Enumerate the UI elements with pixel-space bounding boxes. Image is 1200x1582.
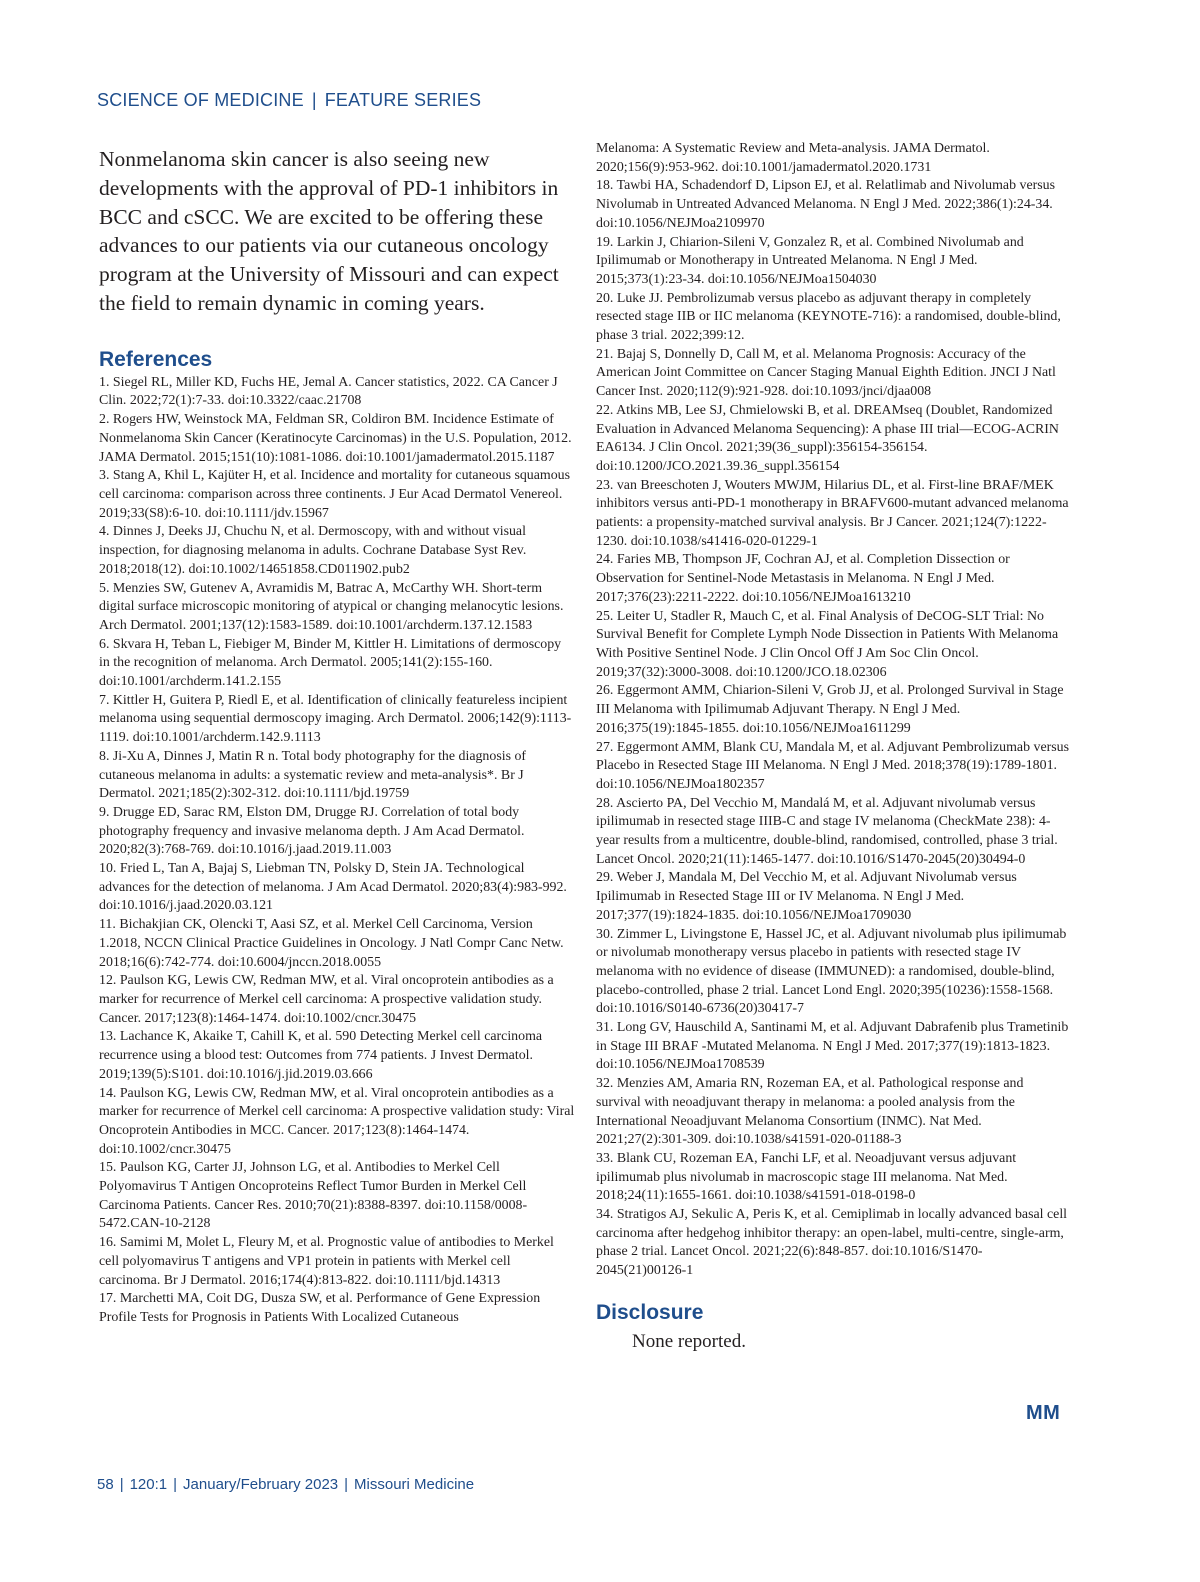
footer-page-number: 58 <box>97 1476 114 1493</box>
reference-item: 22. Atkins MB, Lee SJ, Chmielowski B, et al. DREAMseq (Doublet, Randomized Evaluation in Advanced Melanoma Sequencing): A phase III trial—ECOG-ACRIN EA6134. J Clin Oncol. 2021;39(36_suppl):356154-356154. doi:10.1200/JCO.2021.39.36_suppl.356154 <box>596 402 1059 474</box>
reference-item: 15. Paulson KG, Carter JJ, Johnson LG, et al. Antibodies to Merkel Cell Polyomavirus T Antigen Oncoproteins Reflect Tumor Burden in Merkel Cell Carcinoma Patients. Cancer Res. 2010;70(21):8388-8397. doi:10.1158/0008-5472.CAN-10-2128 <box>99 1160 528 1232</box>
references-list-left <box>99 374 575 1328</box>
reference-item: 25. Leiter U, Stadler R, Mauch C, et al. Final Analysis of DeCOG-SLT Trial: No Survival Benefit for Complete Lymph Node Dissection in Patients With Melanoma With Positive Sentinel Node. J Clin Oncol Off J Am Soc Clin Oncol. 2019;37(32):3000-3008. doi:10.1200/JCO.18.02306 <box>596 608 1059 680</box>
reference-item: Melanoma: A Systematic Review and Meta-analysis. JAMA Dermatol. 2020;156(9):953-962. doi:10.1001/jamadermatol.2020.1731 <box>596 141 990 175</box>
reference-item: 5. Menzies SW, Gutenev A, Avramidis M, Batrac A, McCarthy WH. Short-term digital surface microscopic monitoring of atypical or changing melanocytic lesions. Arch Dermatol. 2001;137(12):1583-1589. doi:10.1001/archderm.137.12.1583 <box>99 580 564 633</box>
intro-paragraph: Nonmelanoma skin cancer is also seeing new developments with the approval of PD-1 inhibitors in BCC and cSCC. We are excited to be offering these advances to our patients via our cutaneous oncology program at the University of Missouri and can expect the field to remain dynamic in coming years. <box>99 147 559 315</box>
footer-separator: | <box>173 1476 178 1493</box>
reference-item: 27. Eggermont AMM, Blank CU, Mandala M, et al. Adjuvant Pembrolizumab versus Placebo in Resected Stage III Melanoma. N Engl J Med. 2018;378(19):1789-1801. doi:10.1056/NEJMoa1802357 <box>596 739 1069 792</box>
reference-item: 14. Paulson KG, Lewis CW, Redman MW, et al. Viral oncoprotein antibodies as a marker for recurrence of Merkel cell carcinoma: A prospective validation study: Viral Oncoprotein Antibodies in MCC. Cancer. 2017;123(8):1464-1474. doi:10.1002/cncr.30475 <box>99 1085 575 1157</box>
reference-item: 13. Lachance K, Akaike T, Cahill K, et al. 590 Detecting Merkel cell carcinoma recurrence using a blood test: Outcomes from 774 patients. J Invest Dermatol. 2019;139(5):S101. doi:10.1016/j.jid.2019.03.666 <box>99 1029 543 1082</box>
reference-item: 11. Bichakjian CK, Olencki T, Aasi SZ, et al. Merkel Cell Carcinoma, Version 1.2018, NCCN Clinical Practice Guidelines in Oncology. J Natl Compr Canc Netw. 2018;16(6):742-774. doi:10.6004/jnccn.2018.0055 <box>99 917 564 970</box>
reference-item: 29. Weber J, Mandala M, Del Vecchio M, et al. Adjuvant Nivolumab versus Ipilimumab in Resected Stage III or IV Melanoma. N Engl J Med. 2017;377(19):1824-1835. doi:10.1056/NEJMoa1709030 <box>596 870 1017 923</box>
footer-journal: Missouri Medicine <box>354 1476 475 1493</box>
reference-item: 18. Tawbi HA, Schadendorf D, Lipson EJ, et al. Relatlimab and Nivolumab versus Nivolumab in Untreated Advanced Melanoma. N Engl J Med. 2022;386(1):24-34. doi:10.1056/NEJMoa2109970 <box>596 178 1056 231</box>
footer-separator: | <box>119 1476 124 1493</box>
footer-issue: 120:1 <box>129 1476 168 1493</box>
reference-item: 9. Drugge ED, Sarac RM, Elston DM, Drugge RJ. Correlation of total body photography frequency and invasive melanoma depth. J Am Acad Dermatol. 2020;82(3):768-769. doi:10.1016/j.jaad.2019.11.003 <box>99 804 525 858</box>
mm-logo: MM <box>1026 1402 1061 1424</box>
reference-item: 32. Menzies AM, Amaria RN, Rozeman EA, et al. Pathological response and survival with neoadjuvant therapy in melanoma: a pooled analysis from the International Neoadjuvant Melanoma Consortium (INMC). Nat Med. 2021;27(2):301-309. doi:10.1038/s41591-020-01188-3 <box>596 1076 1024 1148</box>
reference-item: 8. Ji-Xu A, Dinnes J, Matin R n. Total body photography for the diagnosis of cutaneous melanoma in adults: a systematic review and meta-analysis*. Br J Dermatol. 2021;185(2):302-312. doi:10.1111/bjd.19759 <box>99 748 527 802</box>
reference-item: 20. Luke JJ. Pembrolizumab versus placebo as adjuvant therapy in completely resected stage IIB or IIC melanoma (KEYNOTE-716): a randomised, double-blind, phase 3 trial. 2022;399:12. <box>596 290 1061 344</box>
header-series: FEATURE SERIES <box>324 90 482 110</box>
disclosure-text: None reported. <box>632 1330 746 1352</box>
reference-item: 10. Fried L, Tan A, Bajaj S, Liebman TN, Polsky D, Stein JA. Technological advances for the detection of melanoma. J Am Acad Dermatol. 2020;83(4):983-992. doi:10.1016/j.jaad.2020.03.121 <box>99 861 567 914</box>
reference-item: 4. Dinnes J, Deeks JJ, Chuchu N, et al. Dermoscopy, with and without visual inspection, for diagnosing melanoma in adults. Cochrane Database Syst Rev. 2018;2018(12). doi:10.1002/14651858.CD011902.pub2 <box>99 524 527 577</box>
header-section: SCIENCE OF MEDICINE <box>97 90 304 110</box>
reference-item: 6. Skvara H, Teban L, Fiebiger M, Binder M, Kittler H. Limitations of dermoscopy in the recognition of melanoma. Arch Dermatol. 2005;141(2):155-160. doi:10.1001/archderm.141.2.155 <box>99 636 562 690</box>
disclosure-heading: Disclosure <box>596 1300 704 1324</box>
reference-item: 3. Stang A, Khil L, Kajüter H, et al. Incidence and mortality for cutaneous squamous cell carcinoma: comparison across three continents. J Eur Acad Dermatol Venereol. 2019;33(S8):6-10. doi:10.1111/jdv.15967 <box>99 468 571 521</box>
references-heading: References <box>99 347 213 371</box>
reference-item: 1. Siegel RL, Miller KD, Fuchs HE, Jemal A. Cancer statistics, 2022. CA Cancer J Clin. 2022;72(1):7-33. doi:10.3322/caac.21708 <box>99 374 558 409</box>
reference-item: 7. Kittler H, Guitera P, Riedl E, et al. Identification of clinically featureless incipient melanoma using sequential dermoscopy imaging. Arch Dermatol. 2006;142(9):1113-1119. doi:10.1001/archderm.142.9.1113 <box>99 692 572 746</box>
footer-separator: | <box>344 1476 349 1493</box>
reference-item: 19. Larkin J, Chiarion-Sileni V, Gonzalez R, et al. Combined Nivolumab and Ipilimumab or Monotherapy in Untreated Melanoma. N Engl J Med. 2015;373(1):23-34. doi:10.1056/NEJMoa1504030 <box>596 234 1024 287</box>
footer-date: January/February 2023 <box>183 1476 339 1493</box>
reference-item: 2. Rogers HW, Weinstock MA, Feldman SR, Coldiron BM. Incidence Estimate of Nonmelanoma Skin Cancer (Keratinocyte Carcinomas) in the U.S. Population, 2012. JAMA Dermatol. 2015;151(10):1081-1086. doi:10.1001/jamadermatol.2015.1187 <box>99 412 572 465</box>
reference-item: 23. van Breeschoten J, Wouters MWJM, Hilarius DL, et al. First-line BRAF/MEK inhibitors versus anti-PD-1 monotherapy in BRAFV600-mutant advanced melanoma patients: a propensity-matched survival analysis. Br J Cancer. 2021;124(7):1222-1230. doi:10.1038/s41416-020-01229-1 <box>596 477 1069 549</box>
reference-item: 31. Long GV, Hauschild A, Santinami M, et al. Adjuvant Dabrafenib plus Trametinib in Stage III BRAF -Mutated Melanoma. N Engl J Med. 2017;377(19):1813-1823. doi:10.1056/NEJMoa1708539 <box>596 1020 1069 1073</box>
reference-item: 21. Bajaj S, Donnelly D, Call M, et al. Melanoma Prognosis: Accuracy of the American Joint Committee on Cancer Staging Manual Eighth Edition. JNCI J Natl Cancer Inst. 2020;112(9):921-928. doi:10.1093/jnci/djaa008 <box>596 346 1056 400</box>
reference-item: 12. Paulson KG, Lewis CW, Redman MW, et al. Viral oncoprotein antibodies as a marker for recurrence of Merkel cell carcinoma: A prospective validation study. Cancer. 2017;123(8):1464-1474. doi:10.1002/cncr.30475 <box>99 973 554 1026</box>
reference-item: 28. Ascierto PA, Del Vecchio M, Mandalá M, et al. Adjuvant nivolumab versus ipilimumab in resected stage IIIB-C and stage IV melanoma (CheckMate 238): 4-year results from a multicentre, double-blind, randomised, controlled, phase 3 trial. Lancet Oncol. 2020;21(11):1465-1477. doi:10.1016/S1470-2045(20)30494-0 <box>596 795 1058 867</box>
page-footer <box>97 1476 474 1493</box>
reference-item: 26. Eggermont AMM, Chiarion-Sileni V, Grob JJ, et al. Prolonged Survival in Stage III Melanoma with Ipilimumab Adjuvant Therapy. N Engl J Med. 2016;375(19):1845-1855. doi:10.1056/NEJMoa1611299 <box>596 683 1064 736</box>
reference-item: 30. Zimmer L, Livingstone E, Hassel JC, et al. Adjuvant nivolumab plus ipilimumab or nivolumab monotherapy versus placebo in patients with resected stage IV melanoma with no evidence of disease (IMMUNED): a randomised, double-blind, placebo-controlled, phase 2 trial. Lancet Lond Engl. 2020;395(10236):1558-1568. doi:10.1016/S0140-6736(20)30417-7 <box>596 926 1067 1017</box>
reference-item: 16. Samimi M, Molet L, Fleury M, et al. Prognostic value of antibodies to Merkel cell polyomavirus T antigens and VP1 protein in patients with Merkel cell carcinoma. Br J Dermatol. 2016;174(4):813-822. doi:10.1111/bjd.14313 <box>99 1235 554 1288</box>
left-column <box>99 140 575 1328</box>
references-list-right <box>596 140 1070 1281</box>
right-column <box>596 140 1070 1353</box>
reference-item: 34. Stratigos AJ, Sekulic A, Peris K, et al. Cemiplimab in locally advanced basal cell carcinoma after hedgehog inhibitor therapy: an open-label, multi-centre, single-arm, phase 2 trial. Lancet Oncol. 2021;22(6):848-857. doi:10.1016/S1470-2045(21)00126-1 <box>596 1207 1068 1279</box>
running-header <box>97 90 481 111</box>
reference-item: 33. Blank CU, Rozeman EA, Fanchi LF, et al. Neoadjuvant versus adjuvant ipilimumab plus nivolumab in macroscopic stage III melanoma. Nat Med. 2018;24(11):1655-1661. doi:10.1038/s41591-018-0198-0 <box>596 1150 1017 1204</box>
reference-item: 24. Faries MB, Thompson JF, Cochran AJ, et al. Completion Dissection or Observation for Sentinel-Node Metastasis in Melanoma. N Engl J Med. 2017;376(23):2211-2222. doi:10.1056/NEJMoa1613210 <box>596 552 1010 605</box>
header-separator: | <box>311 90 317 110</box>
reference-item: 17. Marchetti MA, Coit DG, Dusza SW, et al. Performance of Gene Expression Profile Tests for Prognosis in Patients With Localized Cutaneous <box>99 1291 541 1325</box>
